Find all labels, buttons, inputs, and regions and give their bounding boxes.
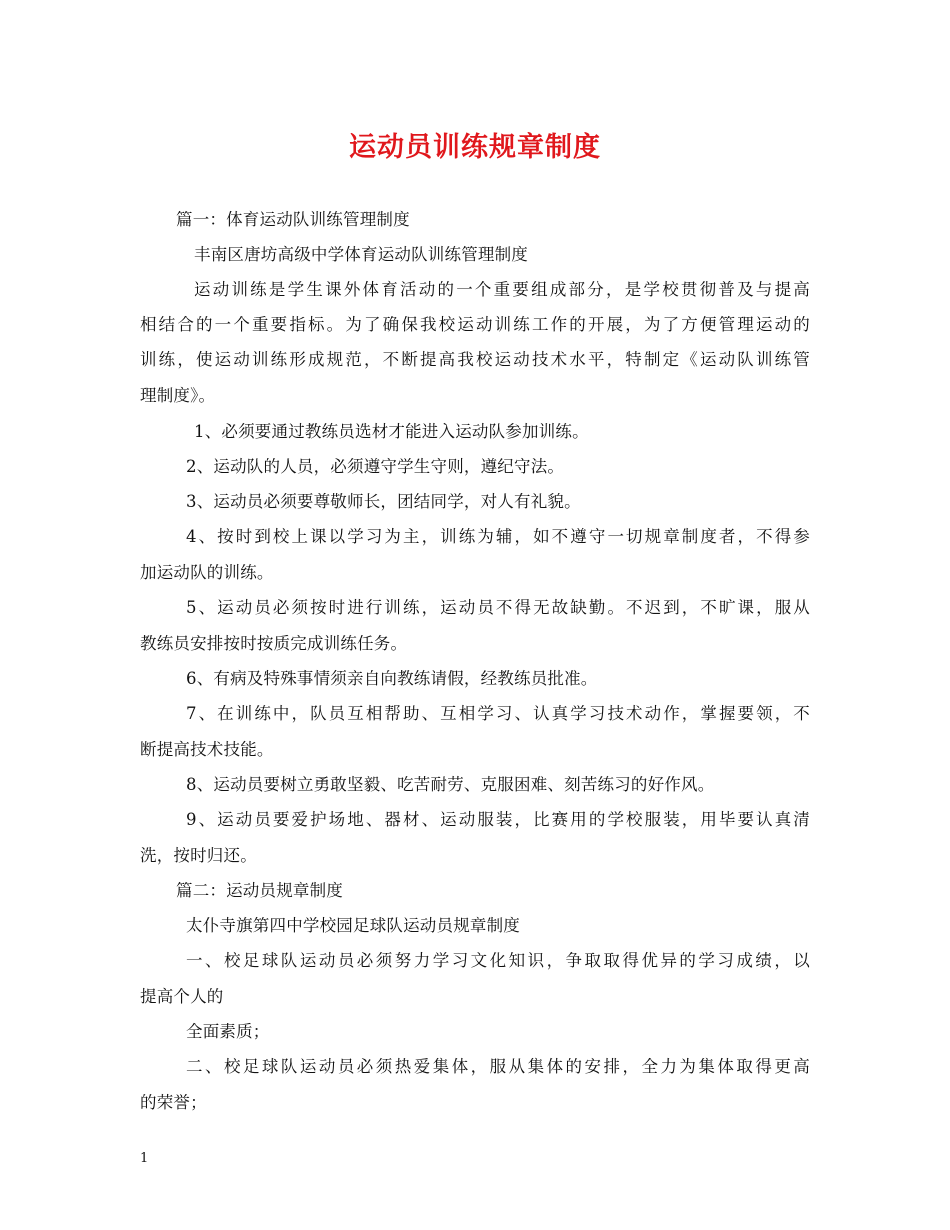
rule-item-7: 7、在训练中，队员互相帮助、互相学习、认真学习技术动作，掌握要领，不 [186,704,810,723]
section-heading-2: 篇二：运动员规章制度 [176,881,343,900]
paragraph-line: 提高个人的 [140,987,224,1006]
rule-item-6: 6、有病及特殊事情须亲自向教练请假，经教练员批准。 [186,669,598,688]
paragraph-line: 全面素质； [186,1022,270,1041]
subtitle-2: 太仆寺旗第四中学校园足球队运动员规章制度 [186,916,520,935]
rule-item-2: 2、运动队的人员，必须遵守学生守则，遵纪守法。 [186,457,565,476]
rule-item-8: 8、运动员要树立勇敢坚毅、吃苦耐劳、克服困难、刻苦练习的好作风。 [186,775,715,794]
paragraph-line: 教练员安排按时按质完成训练任务。 [140,634,408,653]
paragraph-line: 训练，使运动训练形成规范，不断提高我校运动技术水平，特制定《运动队训练管 [140,350,810,369]
paragraph-line: 的荣誉； [140,1093,207,1112]
paragraph-line: 相结合的一个重要指标。为了确保我校运动训练工作的开展，为了方便管理运动的 [140,315,810,334]
paragraph-line: 理制度》。 [140,386,216,405]
paragraph-line: 加运动队的训练。 [140,563,274,582]
page-number: 1 [140,1151,149,1166]
paragraph-line: 运动训练是学生课外体育活动的一个重要组成部分，是学校贯彻普及与提高 [194,280,810,299]
rule-item-4: 4、按时到校上课以学习为主，训练为辅，如不遵守一切规章制度者，不得参 [186,527,810,546]
paragraph-line: 断提高技术技能。 [140,740,274,759]
rule-item-5: 5、运动员必须按时进行训练，运动员不得无故缺勤。不迟到，不旷课，服从 [186,598,810,617]
rule-item-two: 二、校足球队运动员必须热爱集体，服从集体的安排，全力为集体取得更高 [186,1057,810,1076]
rule-item-3: 3、运动员必须要尊敬师长，团结同学，对人有礼貌。 [186,492,581,511]
document-title: 运动员训练规章制度 [349,132,601,163]
section-heading-1: 篇一：体育运动队训练管理制度 [176,210,410,229]
subtitle-1: 丰南区唐坊高级中学体育运动队训练管理制度 [194,245,528,264]
rule-item-1: 1、必须要通过教练员选材才能进入运动队参加训练。 [194,422,589,441]
paragraph-line: 洗，按时归还。 [140,846,257,865]
rule-item-9: 9、运动员要爱护场地、器材、运动服装，比赛用的学校服装，用毕要认真清 [186,810,810,829]
rule-item-one: 一、校足球队运动员必须努力学习文化知识，争取取得优异的学习成绩，以 [186,951,810,970]
